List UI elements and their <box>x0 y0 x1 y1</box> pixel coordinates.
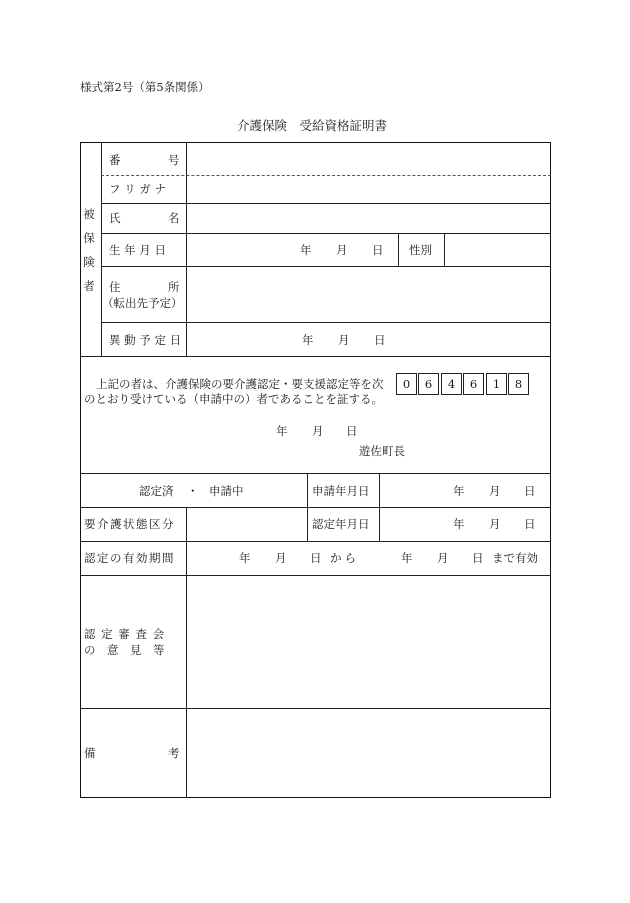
validity-to-month-unit: 月 <box>437 551 449 565</box>
applying-option[interactable]: 申請中 <box>209 484 244 498</box>
insurer-number-digit: 8 <box>508 373 529 395</box>
status-row-top <box>80 473 551 474</box>
date-label-right-divider <box>379 473 380 541</box>
address-sublabel: （転出先予定） <box>102 296 183 310</box>
insurer-number-digit: 0 <box>396 373 417 395</box>
certification-text-line1: 上記の者は、介護保険の要介護認定・要支援認定等を次 <box>96 377 384 391</box>
number-row-dashed-separator <box>101 175 551 176</box>
name-label-right: 名 <box>168 211 180 225</box>
insurer-number-digit: 1 <box>486 373 507 395</box>
cert-date-label: 認定年月日 <box>312 517 370 531</box>
validity-to-suffix: まで有効 <box>492 551 538 565</box>
apply-year-unit: 年 <box>453 484 465 498</box>
insurer-number-digit: 6 <box>418 373 439 395</box>
number-label-right: 号 <box>168 153 180 167</box>
status-separator: ・ <box>187 484 199 498</box>
certification-day-unit: 日 <box>346 424 358 438</box>
certified-option[interactable]: 認定済 <box>139 484 174 498</box>
validity-label: 認定の有効期間 <box>84 551 175 565</box>
move-month-unit: 月 <box>338 333 350 347</box>
move-year-unit: 年 <box>302 333 314 347</box>
page-title: 介護保険 受給資格証明書 <box>237 118 388 133</box>
address-label-right: 所 <box>168 280 180 294</box>
number-field[interactable] <box>188 144 550 174</box>
address-label-left: 住 <box>109 280 121 294</box>
move-date-label: 異 動 予 定 日 <box>109 333 182 347</box>
remarks-label-left: 備 <box>84 746 96 760</box>
birth-date-field[interactable] <box>188 235 397 265</box>
remarks-label-right: 考 <box>168 746 180 760</box>
certification-text-line2: のとおり受けている（申請中の）者であることを証する。 <box>84 392 383 406</box>
lower-label-divider <box>186 507 187 797</box>
validity-from-suffix: から <box>330 551 359 565</box>
validity-from-year-unit: 年 <box>239 551 251 565</box>
validity-to-year-unit: 年 <box>401 551 413 565</box>
cert-day-unit: 日 <box>524 517 536 531</box>
furigana-field[interactable] <box>188 177 550 202</box>
name-row-separator <box>101 233 551 234</box>
sex-label-right-divider <box>444 233 445 266</box>
address-row-separator <box>101 322 551 323</box>
insured-section-bottom <box>80 356 551 357</box>
apply-date-label: 申請年月日 <box>312 484 370 498</box>
remarks-row-top <box>80 708 551 709</box>
insured-side-label-4: 者 <box>83 279 95 293</box>
apply-day-unit: 日 <box>524 484 536 498</box>
sex-field[interactable] <box>446 235 550 265</box>
apply-month-unit: 月 <box>489 484 501 498</box>
remarks-field[interactable] <box>188 710 550 796</box>
sex-label-left-divider <box>398 233 399 266</box>
number-label-left: 番 <box>109 153 121 167</box>
insured-side-label-2: 保 <box>83 231 95 245</box>
issuer-name: 遊佐町長 <box>359 444 405 458</box>
validity-from-month-unit: 月 <box>275 551 287 565</box>
validity-from-day-unit: 日 <box>310 551 322 565</box>
name-label-left: 氏 <box>109 211 121 225</box>
furigana-row-separator <box>101 203 551 204</box>
opinion-row-top <box>80 575 551 576</box>
birth-month-unit: 月 <box>336 243 348 257</box>
insured-side-label-3: 険 <box>83 255 95 269</box>
opinion-label-line1: 認 定 審 査 会 <box>84 627 166 641</box>
opinion-field[interactable] <box>188 577 550 707</box>
birth-row-separator <box>101 266 551 267</box>
date-label-left-divider <box>307 473 308 541</box>
cert-year-unit: 年 <box>453 517 465 531</box>
care-level-row-top <box>80 507 551 508</box>
move-day-unit: 日 <box>374 333 386 347</box>
furigana-label: フ リ ガ ナ <box>109 182 166 196</box>
care-level-label: 要介護状態区分 <box>84 517 175 531</box>
certification-year-unit: 年 <box>276 424 288 438</box>
opinion-label-line2: の 意 見 等 <box>84 643 165 657</box>
birth-year-unit: 年 <box>300 243 312 257</box>
birth-day-unit: 日 <box>372 243 384 257</box>
certification-month-unit: 月 <box>312 424 324 438</box>
form-code: 様式第2号（第5条関係） <box>80 80 210 94</box>
validity-row-top <box>80 541 551 542</box>
care-level-field[interactable] <box>188 509 306 540</box>
insured-side-label-1: 被 <box>83 207 95 221</box>
birth-label: 生 年 月 日 <box>109 243 166 257</box>
insurer-number-digit: 4 <box>441 373 462 395</box>
insurer-number-digit: 6 <box>463 373 484 395</box>
cert-month-unit: 月 <box>489 517 501 531</box>
validity-to-day-unit: 日 <box>472 551 484 565</box>
name-field[interactable] <box>188 205 550 232</box>
move-date-field[interactable] <box>188 324 550 355</box>
address-field[interactable] <box>188 268 550 321</box>
sex-label: 性別 <box>409 243 432 257</box>
